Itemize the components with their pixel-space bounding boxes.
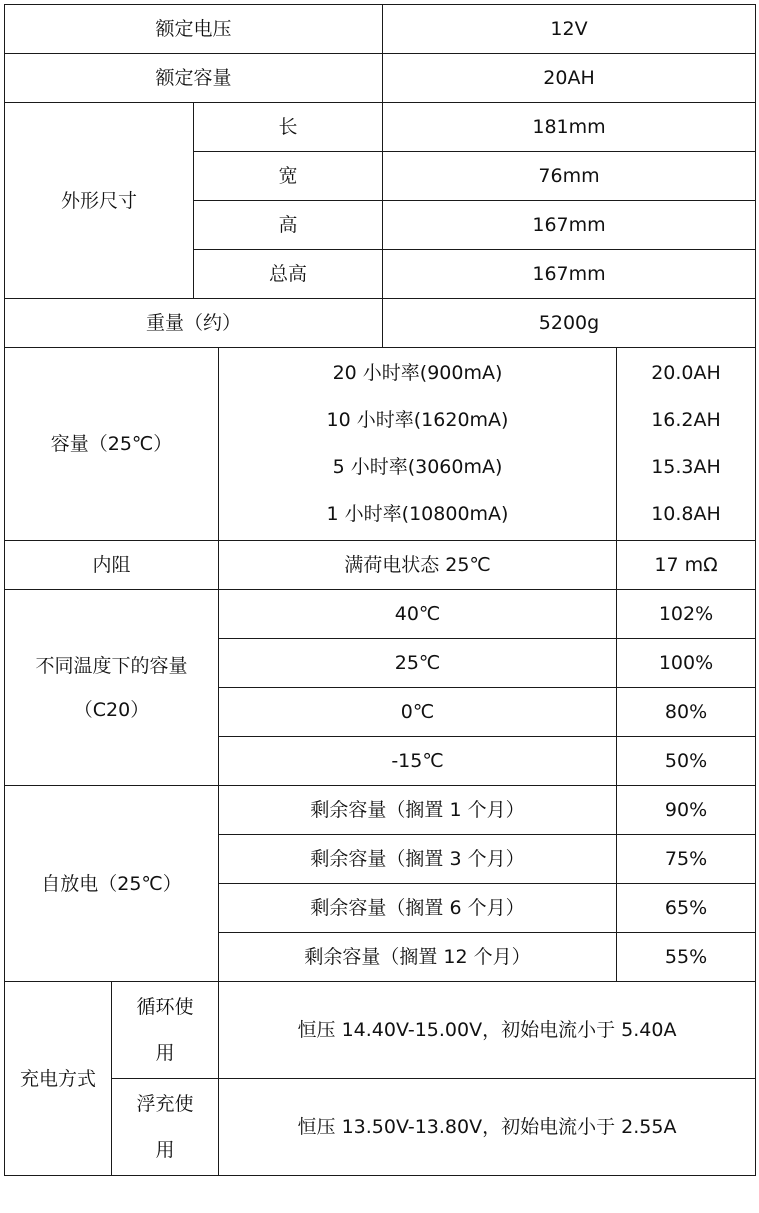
capacity-value-5h: 15.3AH xyxy=(651,456,721,478)
self-discharge-3m-value: 75% xyxy=(617,835,756,884)
charging-float-mode: 浮充使用 xyxy=(112,1079,219,1176)
capacity-value-1h: 10.8AH xyxy=(651,503,721,525)
capacity-25c-conditions xyxy=(219,348,617,541)
dimension-total-height-value: 167mm xyxy=(383,250,756,299)
weight-label: 重量（约） xyxy=(5,299,383,348)
rated-capacity-value: 20AH xyxy=(383,54,756,103)
charging-label: 充电方式 xyxy=(5,982,112,1176)
rated-voltage-value: 12V xyxy=(383,5,756,54)
capacity-25c-values xyxy=(617,348,756,541)
capacity-rate-10h: 10 小时率(1620mA) xyxy=(326,409,509,431)
row-rated-capacity xyxy=(5,54,756,103)
charging-float-spec: 恒压 13.50V-13.80V，初始电流小于 2.55A xyxy=(219,1079,756,1176)
dimension-width-label: 宽 xyxy=(194,152,383,201)
dimension-width-value: 76mm xyxy=(383,152,756,201)
charging-cycle-spec: 恒压 14.40V-15.00V，初始电流小于 5.40A xyxy=(219,982,756,1079)
row-dimension-length xyxy=(5,103,756,152)
temp-40-label: 40℃ xyxy=(219,590,617,639)
internal-resistance-label: 内阻 xyxy=(5,541,219,590)
self-discharge-1m-value: 90% xyxy=(617,786,756,835)
row-capacity-25c xyxy=(5,348,756,541)
battery-spec-table xyxy=(4,4,756,1176)
row-temp-40 xyxy=(5,590,756,639)
weight-value: 5200g xyxy=(383,299,756,348)
capacity-rate-20h: 20 小时率(900mA) xyxy=(332,362,503,384)
temperature-capacity-label: 不同温度下的容量（C20） xyxy=(5,590,219,786)
self-discharge-label: 自放电（25℃） xyxy=(5,786,219,982)
row-rated-voltage xyxy=(5,5,756,54)
row-self-discharge-1m xyxy=(5,786,756,835)
rated-capacity-label: 额定容量 xyxy=(5,54,383,103)
self-discharge-12m-value: 55% xyxy=(617,933,756,982)
dimension-total-height-label: 总高 xyxy=(194,250,383,299)
row-charging-cycle xyxy=(5,982,756,1079)
capacity-rate-5h: 5 小时率(3060mA) xyxy=(332,456,503,478)
self-discharge-6m-value: 65% xyxy=(617,884,756,933)
self-discharge-1m-label: 剩余容量（搁置 1 个月） xyxy=(219,786,617,835)
rated-voltage-label: 额定电压 xyxy=(5,5,383,54)
temp-0-value: 80% xyxy=(617,688,756,737)
temp-minus15-value: 50% xyxy=(617,737,756,786)
dimension-length-label: 长 xyxy=(194,103,383,152)
row-weight xyxy=(5,299,756,348)
temp-0-label: 0℃ xyxy=(219,688,617,737)
capacity-value-10h: 16.2AH xyxy=(651,409,721,431)
self-discharge-12m-label: 剩余容量（搁置 12 个月） xyxy=(219,933,617,982)
dimension-height-value: 167mm xyxy=(383,201,756,250)
capacity-rate-1h: 1 小时率(10800mA) xyxy=(326,503,509,525)
dimension-height-label: 高 xyxy=(194,201,383,250)
capacity-25c-label: 容量（25℃） xyxy=(5,348,219,541)
charging-cycle-mode: 循环使用 xyxy=(112,982,219,1079)
temp-40-value: 102% xyxy=(617,590,756,639)
internal-resistance-value: 17 mΩ xyxy=(617,541,756,590)
internal-resistance-condition: 满荷电状态 25℃ xyxy=(219,541,617,590)
row-internal-resistance xyxy=(5,541,756,590)
self-discharge-6m-label: 剩余容量（搁置 6 个月） xyxy=(219,884,617,933)
capacity-value-20h: 20.0AH xyxy=(651,362,721,384)
row-charging-float xyxy=(5,1079,756,1176)
temp-25-value: 100% xyxy=(617,639,756,688)
temp-minus15-label: -15℃ xyxy=(219,737,617,786)
dimensions-label: 外形尺寸 xyxy=(5,103,194,299)
dimension-length-value: 181mm xyxy=(383,103,756,152)
temp-25-label: 25℃ xyxy=(219,639,617,688)
self-discharge-3m-label: 剩余容量（搁置 3 个月） xyxy=(219,835,617,884)
